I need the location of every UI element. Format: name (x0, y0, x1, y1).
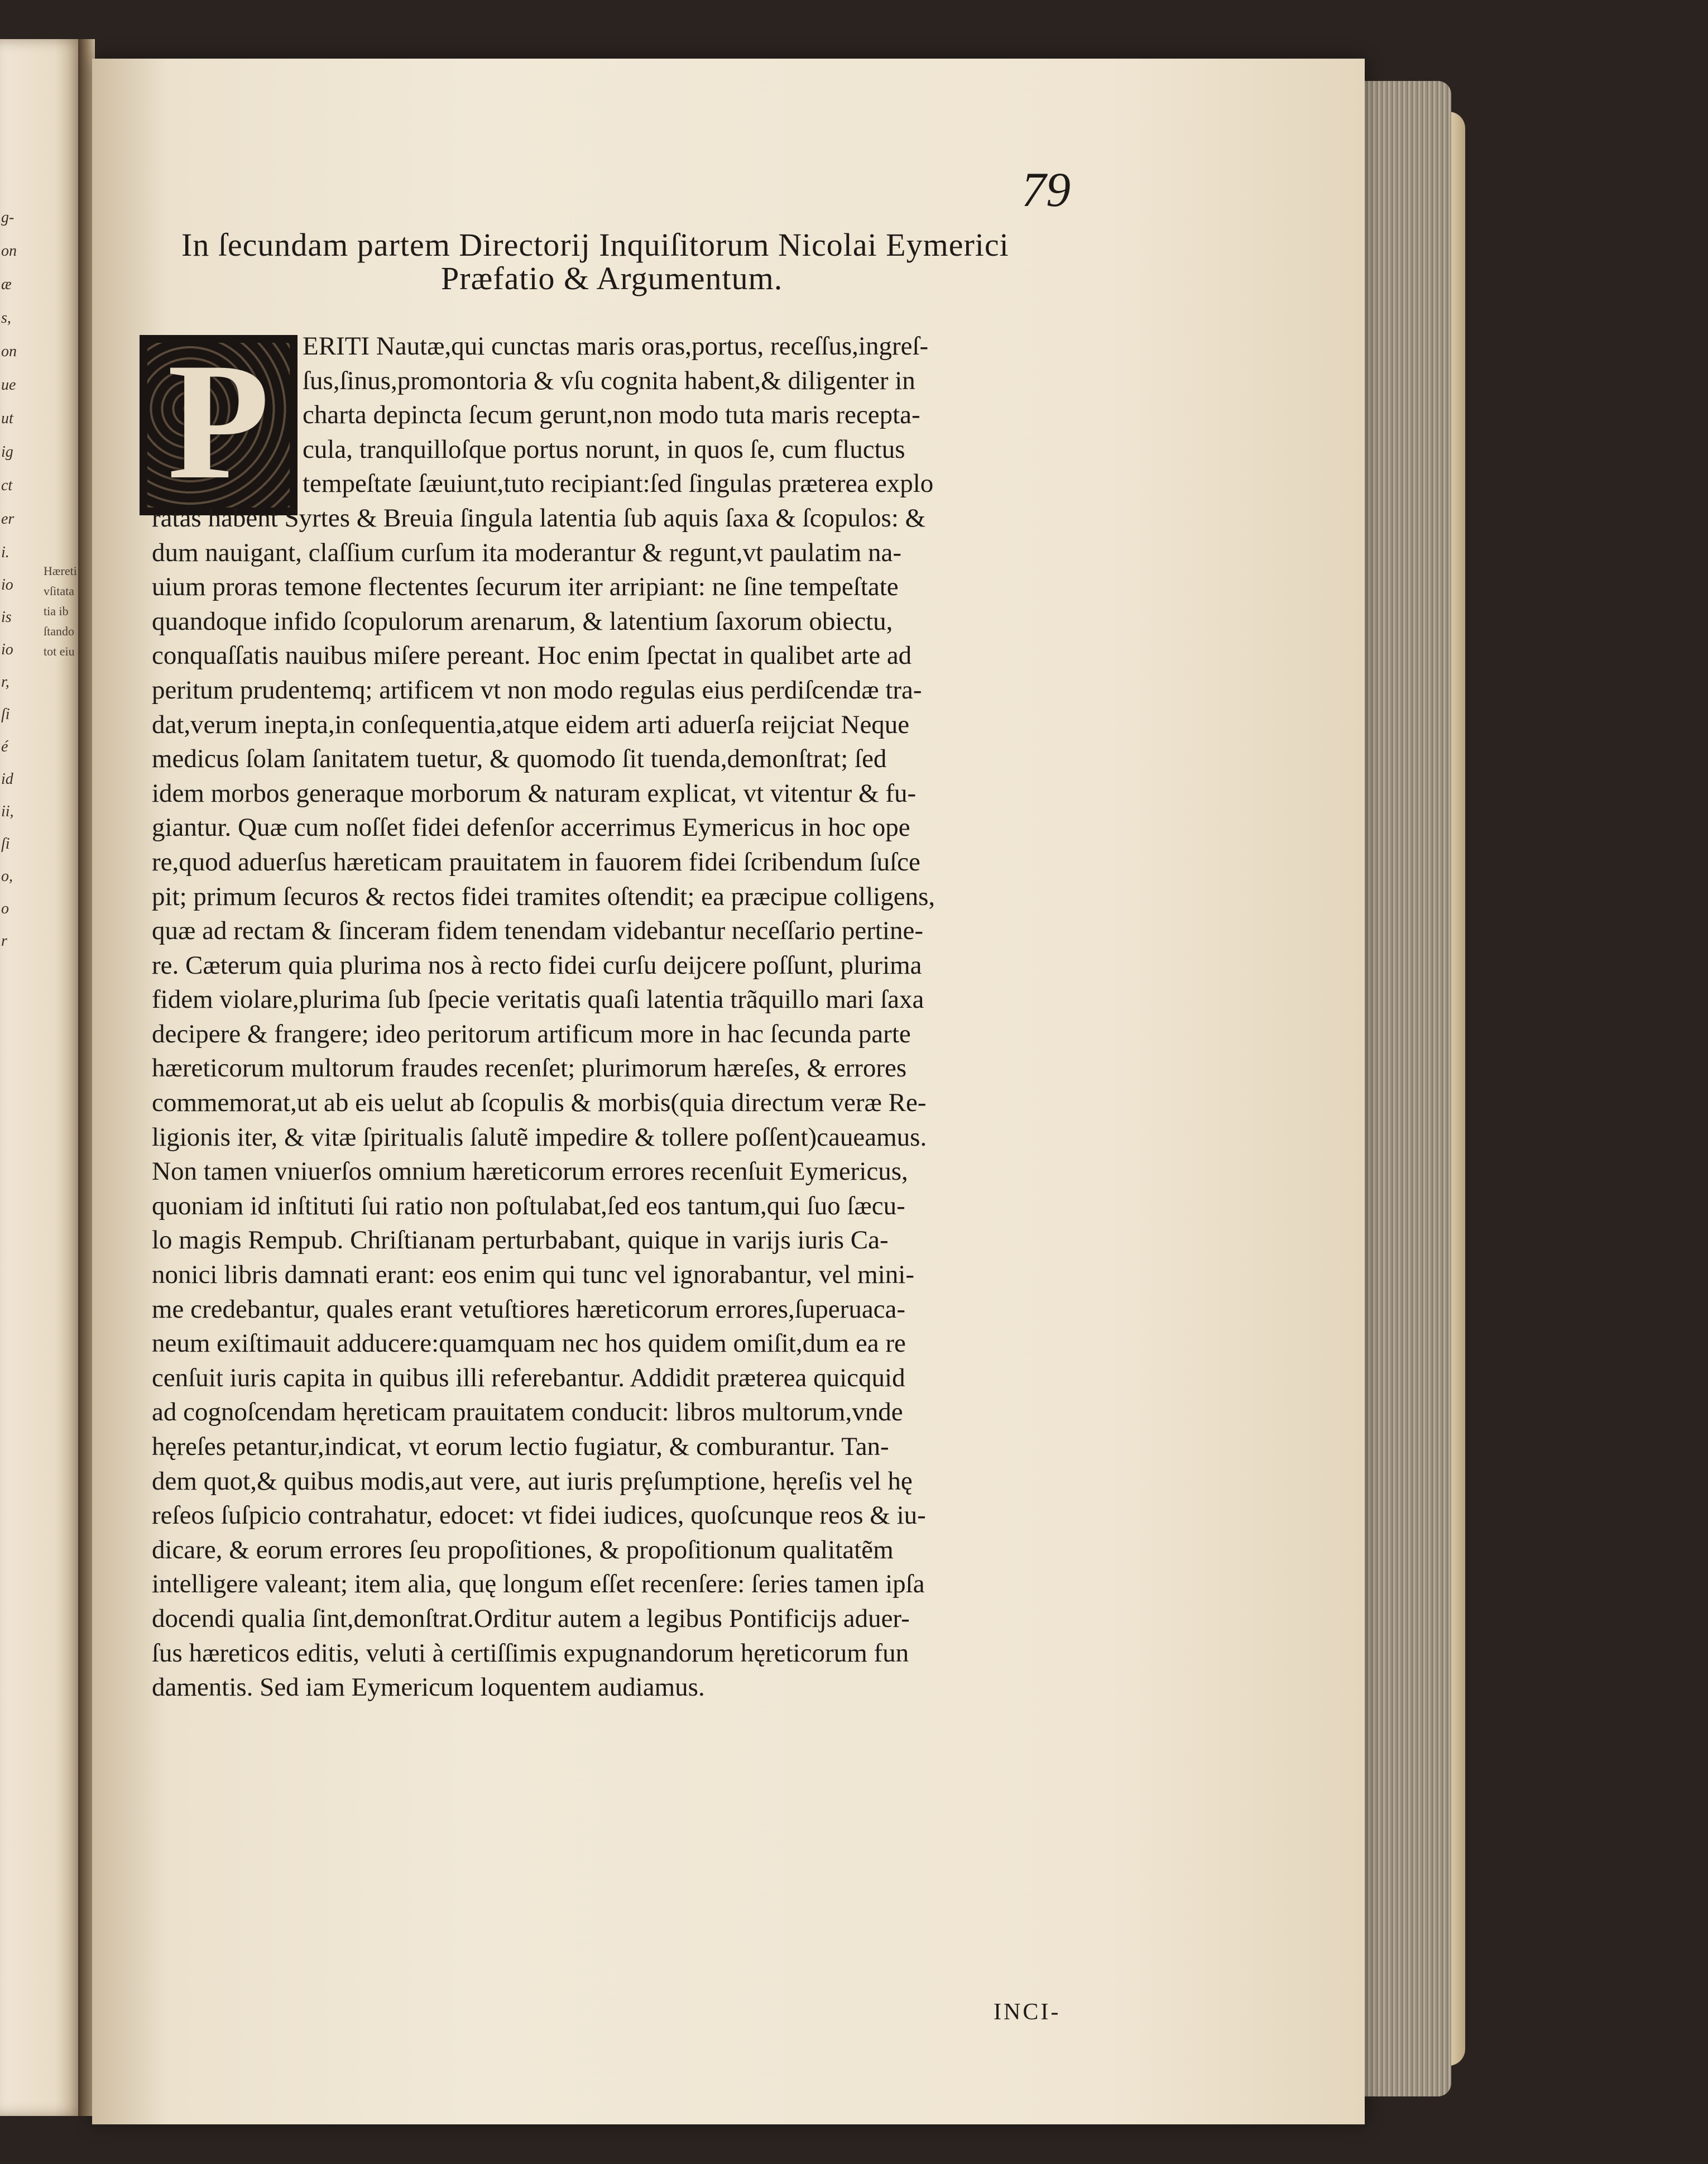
text-line: nonici libris damnati erant: eos enim qui tunc vel ignorabantur, vel mini- (152, 1260, 915, 1290)
text-line: tempeſtate ſæuiunt,tuto recipiant:ſed ſingulas præterea explo (303, 469, 934, 499)
text-line: dum nauigant, claſſium curſum ita moderantur & regunt,vt paulatim na- (152, 538, 902, 567)
text-line: re. Cæterum quia plurima nos à recto fidei curſu deijcere poſſunt, plurima (152, 950, 922, 980)
left-page-fragment: o, (1, 868, 13, 885)
text-line: medicus ſolam ſanitatem tuetur, & quomodo ſit tuenda,demonſtrat; ſed (152, 744, 887, 774)
text-line: Non tamen vniuerſos omnium hæreticorum errores recenſuit Eymericus, (152, 1157, 908, 1186)
left-page-fragment: is (1, 609, 12, 626)
left-page-fragment: on (1, 242, 17, 260)
text-line: docendi qualia ſint,demonſtrat.Orditur autem a legibus Pontificijs aduer- (152, 1603, 910, 1633)
left-page-fragment: g- (1, 209, 15, 226)
text-line: dem quot,& quibus modis,aut vere, aut iuris prȩſumptione, hęreſis vel hę (152, 1466, 913, 1496)
left-note-line: vſitata (44, 584, 74, 598)
text-line: cula, tranquilloſque portus norunt, in quos ſe, cum fluctus (303, 434, 905, 464)
left-page-fragment: ii, (1, 803, 14, 820)
text-line: uium proras temone flectentes ſecurum iter arripiant: ne ſine tempeſtate (152, 572, 899, 602)
text-line: ERITI Nautæ,qui cunctas maris oras,portus, receſſus,ingreſ- (303, 332, 929, 361)
left-page-fragment: id (1, 770, 13, 788)
text-line: ſus hæreticos editis, veluti à certiſſimis expugnandorum hęreticorum fun (152, 1638, 909, 1668)
initial-letter: P (167, 328, 270, 514)
text-line: re,quod aduerſus hæreticam prauitatem in fauorem fidei ſcribendum ſuſce (152, 847, 920, 877)
left-page-fragment: on (1, 343, 17, 360)
left-page-fragment: ig (1, 443, 13, 461)
page-number: 79 (1021, 163, 1071, 217)
text-line: reſeos ſuſpicio contrahatur, edocet: vt fidei iudices, quoſcunque reos & iu- (152, 1501, 926, 1530)
text-line: cenſuit iuris capita in quibus illi referebantur. Addidit præterea quicquid (152, 1363, 905, 1392)
left-page-fragment: ſi (1, 706, 10, 723)
text-line: pit; primum ſecuros & rectos fidei tramites oſtendit; ea præcipue colligens, (152, 882, 935, 911)
page-edges (1356, 81, 1451, 2096)
text-line: fidem violare,plurima ſub ſpecie veritatis quaſi latentia trãquillo mari ſaxa (152, 985, 924, 1014)
text-line: quoniam id inſtituti ſui ratio non poſtulabat,ſed eos tantum,qui ſuo ſæcu- (152, 1191, 905, 1220)
text-line: hæreticorum multorum fraudes recenſet; plurimorum hæreſes, & errores (152, 1054, 907, 1083)
left-note-line: tia ib (44, 604, 69, 618)
text-line: ligionis iter, & vitæ ſpiritualis ſalutẽ impedire & tollere poſſent)caueamus. (152, 1122, 927, 1152)
text-line: peritum prudentemq; artificem vt non modo regulas eius perdiſcendæ tra- (152, 675, 922, 705)
left-note-line: Hæreti (44, 564, 77, 578)
left-page-fragment: é (1, 738, 8, 755)
left-page-fragment: æ (1, 276, 12, 293)
left-page-fragment: er (1, 510, 15, 528)
left-page-fragment: o (1, 900, 9, 917)
left-page-fragment: ue (1, 376, 16, 394)
heading-line-1: In ſecundam partem Directorij Inquiſitorum Nicolai Eymerici (181, 227, 1009, 263)
text-line: intelligere valeant; item alia, quę longum eſſet recenſere: ſeries tamen ipſa (152, 1569, 925, 1599)
text-line: dat,verum inepta,in conſequentia,atque eidem arti aduerſa reijciat Neque (152, 710, 910, 739)
left-page-fragment: r (1, 932, 7, 950)
heading-line-2: Præfatio & Argumentum. (441, 260, 783, 296)
text-line: neum exiſtimauit adducere:quamquam nec hos quidem omiſit,dum ea re (152, 1329, 906, 1358)
left-page (0, 39, 84, 2116)
left-note-line: ſtando (44, 624, 74, 638)
text-line: dicare, & eorum errores ſeu propoſitiones, & propoſitionum qualitatẽm (152, 1535, 894, 1564)
text-line: conquaſſatis nauibus miſere pereant. Hoc enim ſpectat in qualibet arte ad (152, 641, 912, 671)
text-line: quandoque infido ſcopulorum arenarum, & latentium ſaxorum obiectu, (152, 606, 893, 636)
text-line: damentis. Sed iam Eymericum loquentem audiamus. (152, 1673, 705, 1702)
text-line: charta depincta ſecum gerunt,non modo tuta maris recepta- (303, 400, 920, 430)
left-page-fragment: i. (1, 544, 9, 561)
left-page-margin-note (44, 561, 83, 662)
text-line: hęreſes petantur,indicat, vt eorum lectio fugiatur, & comburantur. Tan- (152, 1432, 889, 1461)
left-page-fragment: io (1, 641, 13, 658)
text-line: idem morbos generaque morborum & naturam explicat, vt vitentur & fu- (152, 778, 917, 808)
body-text (152, 329, 1106, 1705)
text-line: ratas habent Syrtes & Breuia ſingula latentia ſub aquis ſaxa & ſcopulos: & (152, 503, 926, 533)
text-line: giantur. Quæ cum noſſet fidei defenſor accerrimus Eymericus in hoc ope (152, 813, 910, 842)
left-note-line: tot eiu (44, 644, 75, 658)
text-line: ſus,ſinus,promontoria & vſu cognita habent,& diligenter in (303, 366, 915, 395)
left-page-fragment: s, (1, 309, 11, 327)
catchword: INCI- (994, 1999, 1061, 2025)
text-line: quæ ad rectam & ſinceram fidem tenendam videbantur neceſſario pertine- (152, 916, 924, 946)
left-page-fragment: ſi (1, 835, 10, 853)
text-line: me credebantur, quales erant vetuſtiores hæreticorum errores,ſuperuaca- (152, 1294, 906, 1324)
text-line: lo magis Rempub. Chriſtianam perturbabant, quique in varijs iuris Ca- (152, 1225, 889, 1255)
left-page-fragment: ct (1, 477, 13, 494)
text-line: ad cognoſcendam hęreticam prauitatem conducit: libros multorum,vnde (152, 1397, 903, 1427)
left-page-fragment: ut (1, 410, 13, 427)
left-page-fragment: io (1, 576, 13, 593)
text-line: commemorat,ut ab eis uelut ab ſcopulis & morbis(quia directum veræ Re- (152, 1088, 927, 1118)
text-line: decipere & frangere; ideo peritorum artificum more in hac ſecunda parte (152, 1019, 911, 1049)
left-page-fragment: r, (1, 673, 9, 691)
